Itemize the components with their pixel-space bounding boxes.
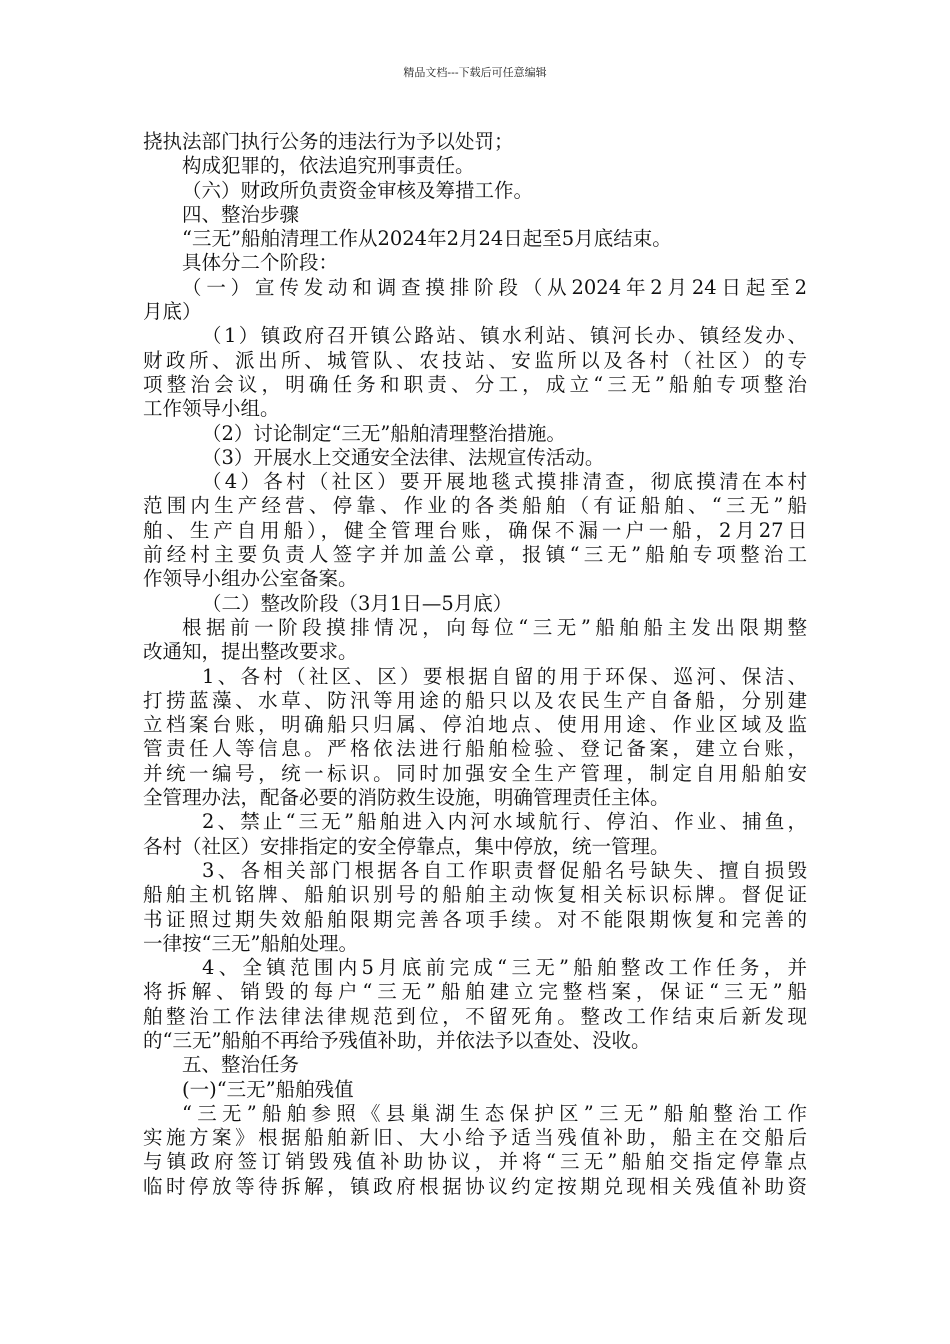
text-line: 前经村主要负责人签字并加盖公章，报镇“三无”船舶专项整治工 bbox=[143, 543, 807, 567]
text-line: 立档案台账，明确船只归属、停泊地点、使用用途、作业区域及监 bbox=[143, 713, 807, 737]
text-line: 将拆解、销毁的每户“三无”船舶建立完整档案，保证“三无”船 bbox=[143, 980, 807, 1004]
text-line: 具体分二个阶段： bbox=[182, 251, 339, 275]
text-line: 的“三无”船舶不再给予残值补助，并依法予以查处、没收。 bbox=[143, 1028, 651, 1052]
text-line: 实施方案》根据船舶新旧、大小给予适当残值补助，船主在交船后 bbox=[143, 1126, 807, 1150]
text-line: 舶整治工作法律法律规范到位，不留死角。整改工作结束后新发现 bbox=[143, 1004, 807, 1028]
text-line: 4、全镇范围内5月底前完成“三无”船舶整改工作任务，并 bbox=[202, 956, 807, 980]
text-line: 一律按“三无”船舶处理。 bbox=[143, 931, 358, 955]
text-line: 五、整治任务 bbox=[182, 1053, 300, 1077]
text-line: 船舶主机铭牌、船舶识别号的船舶主动恢复相关标识标牌。督促证 bbox=[143, 883, 807, 907]
text-line: 各村（社区）安排指定的安全停靠点，集中停放，统一管理。 bbox=[143, 834, 670, 858]
text-line: （六）财政所负责资金审核及筹措工作。 bbox=[182, 178, 534, 202]
text-line: 工作领导小组。 bbox=[143, 397, 280, 421]
text-line: 管责任人等信息。严格依法进行船舶检验、登记备案，建立台账， bbox=[143, 737, 807, 761]
text-line: （3）开展水上交通安全法律、法规宣传活动。 bbox=[202, 445, 605, 469]
page-header: 精品文档---下载后可任意编辑 bbox=[403, 66, 547, 79]
text-line: 并统一编号，统一标识。同时加强安全生产管理，制定自用船舶安 bbox=[143, 761, 807, 785]
text-line: 书证照过期失效船舶限期完善各项手续。对不能限期恢复和完善的 bbox=[143, 907, 807, 931]
text-line: “三无”船舶参照《县巢湖生态保护区”三无”船舶整治工作 bbox=[182, 1101, 807, 1125]
text-line: 临时停放等待拆解，镇政府根据协议约定按期兑现相关残值补助资 bbox=[143, 1174, 807, 1198]
text-line: 与镇政府签订销毁残值补助协议，并将“三无”船舶交指定停靠点 bbox=[143, 1150, 807, 1174]
text-line: 构成犯罪的，依法追究刑事责任。 bbox=[182, 154, 475, 178]
text-line: （一）宣传发动和调查摸排阶段（从2024年2月24日起至2 bbox=[182, 275, 807, 299]
text-line: 根据前一阶段摸排情况，向每位“三无”船舶船主发出限期整 bbox=[182, 615, 807, 639]
document-body bbox=[143, 130, 807, 1199]
text-line: 改通知，提出整改要求。 bbox=[143, 640, 358, 664]
text-line: 作领导小组办公室备案。 bbox=[143, 567, 358, 591]
text-line: 挠执法部门执行公务的违法行为予以处罚； bbox=[143, 130, 514, 153]
text-line: (一)“三无”船舶残值 bbox=[182, 1077, 354, 1101]
text-line: 全管理办法，配备必要的消防救生设施，明确管理责任主体。 bbox=[143, 786, 670, 810]
text-line: 3、各相关部门根据各自工作职责督促船名号缺失、擅自损毁 bbox=[202, 858, 807, 882]
text-line: 月底） bbox=[143, 300, 202, 324]
text-line: 舶、生产自用船），健全管理台账，确保不漏一户一船，2月27日 bbox=[143, 518, 807, 542]
text-line: （4）各村（社区）要开展地毯式摸排清查，彻底摸清在本村 bbox=[202, 470, 807, 494]
text-line: 1、各村（社区、区）要根据自留的用于环保、巡河、保洁、 bbox=[202, 664, 807, 688]
text-line: 四、整治步骤 bbox=[182, 202, 300, 226]
text-line: 项整治会议，明确任务和职责、分工，成立“三无”船舶专项整治 bbox=[143, 372, 807, 396]
text-line: 财政所、派出所、城管队、农技站、安监所以及各村（社区）的专 bbox=[143, 348, 807, 372]
text-line: 范围内生产经营、停靠、作业的各类船舶（有证船舶、“三无”船 bbox=[143, 494, 807, 518]
text-line: “三无”船舶清理工作从2024年2月24日起至5月底结束。 bbox=[182, 227, 672, 251]
text-line: （二）整改阶段（3月1日—5月底） bbox=[202, 591, 513, 615]
text-line: 打捞蓝藻、水草、防汛等用途的船只以及农民生产自备船，分别建 bbox=[143, 688, 807, 712]
text-line: （2）讨论制定“三无”船舶清理整治措施。 bbox=[202, 421, 566, 445]
text-line: 2、禁止“三无”船舶进入内河水域航行、停泊、作业、捕鱼， bbox=[202, 810, 807, 834]
text-line: （1）镇政府召开镇公路站、镇水利站、镇河长办、镇经发办、 bbox=[202, 324, 807, 348]
